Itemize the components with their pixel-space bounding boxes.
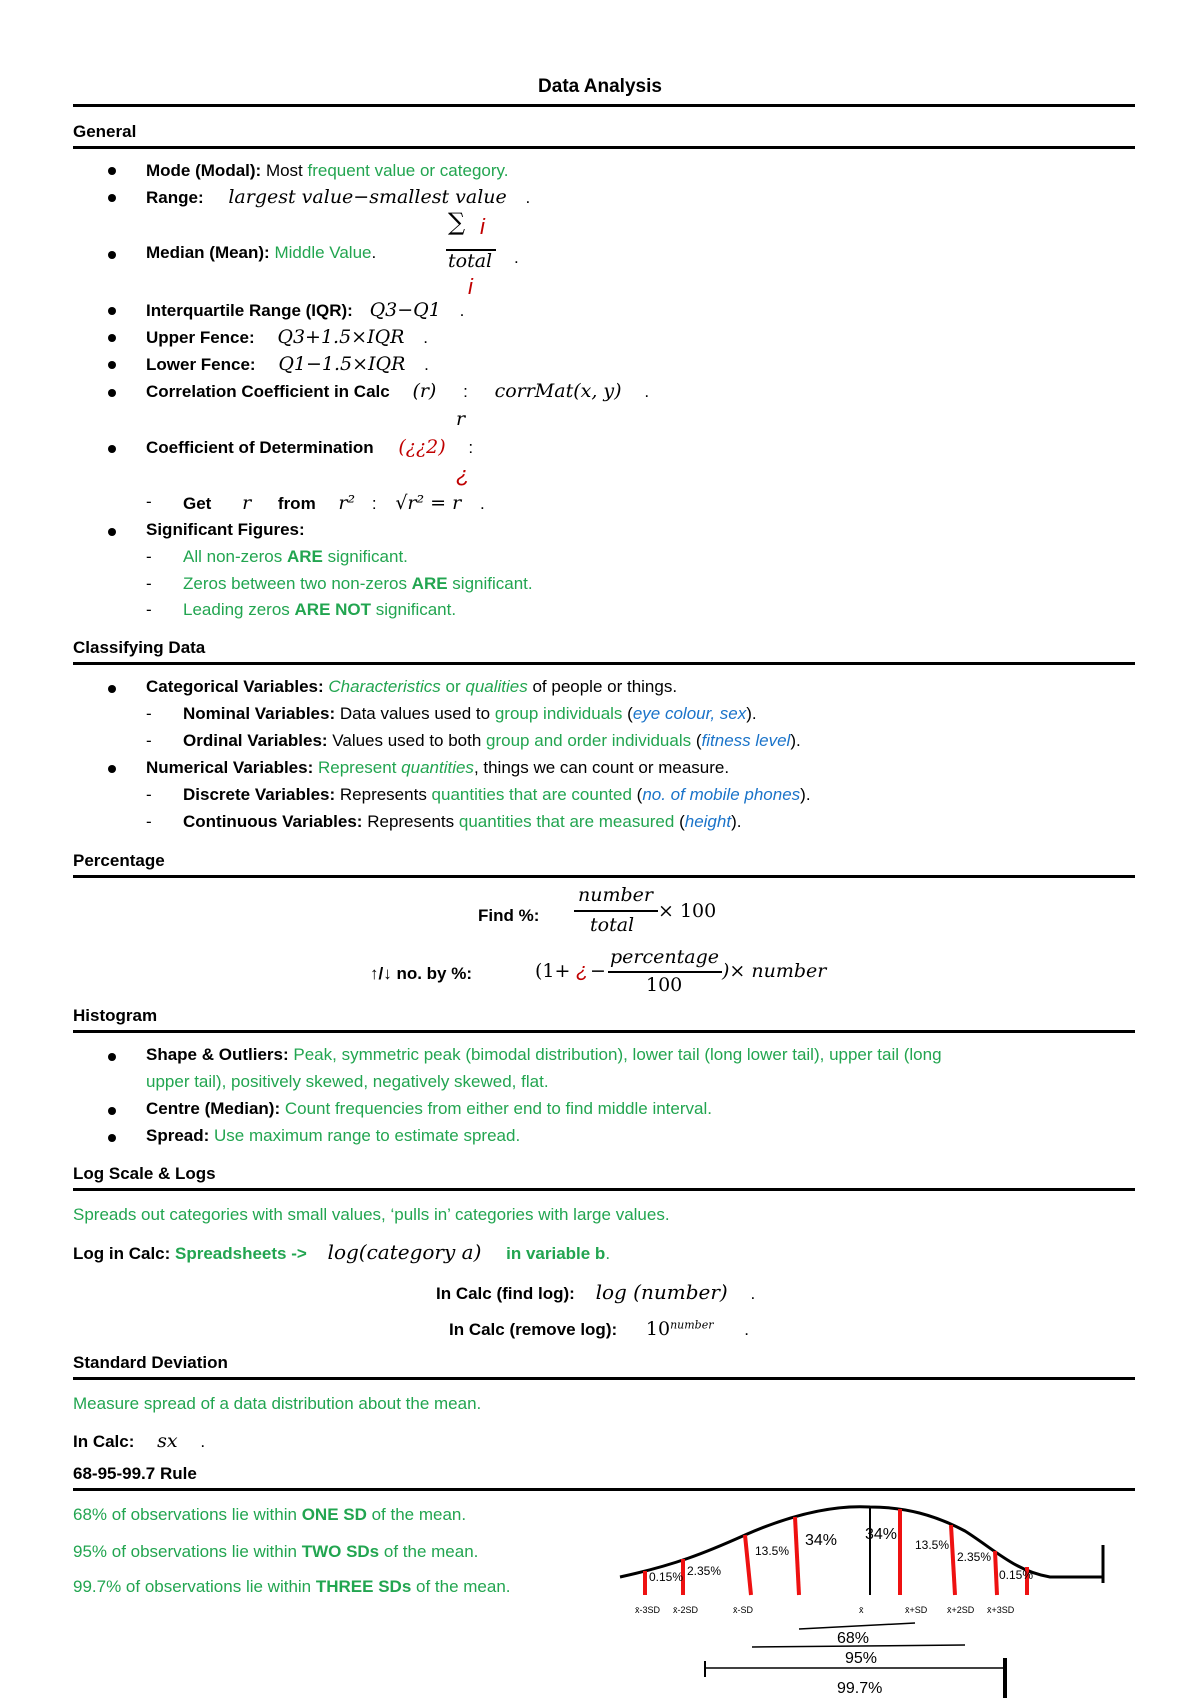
bullet	[108, 445, 116, 453]
get-r-line: Get r from r² : √r² = r .	[183, 492, 485, 514]
change-formula-close: )× number	[722, 960, 827, 982]
sketch-label-68: 68%	[837, 1630, 870, 1647]
sig-figs-label: Significant Figures:	[146, 520, 305, 539]
sketch-tick-5: x̄+SD	[905, 1605, 928, 1615]
determination-formula: (¿¿2)	[398, 436, 446, 458]
find-percent-multiplier: × 100	[658, 900, 717, 922]
median-fraction-bar	[446, 249, 496, 251]
determination-label: Coefficient of Determination	[146, 438, 374, 457]
numerical-line: Numerical Variables: Represent quantities, things we can count or measure.	[146, 758, 730, 777]
lower-fence-line: Lower Fence: Q1−1.5×IQR .	[146, 353, 429, 375]
title-rule	[73, 104, 1135, 107]
median-line: Median (Mean): Middle Value.	[146, 243, 377, 262]
sig-figs-rule-1: All non-zeros ARE significant.	[183, 547, 408, 566]
section-rule	[73, 1377, 1135, 1380]
correlation-formula: corrMat(x, y)	[494, 380, 622, 402]
change-formula-denominator: 100	[646, 974, 683, 996]
section-rule	[73, 875, 1135, 878]
upper-fence-label: Upper Fence:	[146, 328, 255, 347]
correlation-symbol: (r)	[412, 380, 437, 402]
sketch-tick-4: x̄	[859, 1605, 864, 1615]
sig-figs-rule-3: Leading zeros ARE NOT significant.	[183, 600, 457, 619]
normal-curve-sketch	[615, 1495, 1115, 1698]
section-heading-logs: Log Scale & Logs	[73, 1164, 216, 1183]
bullet	[108, 307, 116, 315]
sketch-tick-1: x̄-3SD	[635, 1605, 661, 1615]
median-sum-symbol: ∑	[448, 208, 466, 236]
bullet	[108, 361, 116, 369]
section-heading-percentage: Percentage	[73, 851, 165, 870]
section-rule	[73, 1488, 1135, 1491]
section-heading-classifying: Classifying Data	[73, 638, 206, 657]
median-label: Median (Mean):	[146, 243, 270, 262]
shape-line: Shape & Outliers: Peak, symmetric peak (bimodal distribution), lower tail (long lower tail), upper tail (long	[146, 1045, 942, 1064]
sketch-pct-5: 34%	[865, 1526, 898, 1543]
rule-line-1: 68% of observations lie within ONE SD of the mean.	[73, 1505, 467, 1524]
bullet	[108, 251, 116, 259]
nominal-line: Nominal Variables: Data values used to group individuals (eye colour, sex).	[183, 704, 757, 723]
mode-line: Mode (Modal): Most frequent value or category.	[146, 161, 509, 180]
find-log-line: In Calc (find log): log (number) .	[436, 1280, 756, 1304]
sd-intro: Measure spread of a data distribution about the mean.	[73, 1394, 482, 1413]
sketch-tick-3: x̄-SD	[733, 1605, 753, 1615]
bullet	[108, 685, 116, 693]
sketch-tick-labels	[635, 1605, 1015, 1615]
get-from: from	[277, 494, 316, 513]
bullet	[108, 1134, 116, 1142]
change-formula-open: (1+	[535, 960, 571, 982]
iqr-line: Interquartile Range (IQR): Q3−Q1 .	[146, 299, 465, 321]
median-text: Middle Value	[274, 243, 372, 262]
determination-i: ¿	[456, 462, 470, 487]
page-title: Data Analysis	[538, 76, 662, 97]
sketch-pct-4: 34%	[805, 1532, 838, 1549]
sd-calc-line: In Calc: sx .	[73, 1430, 206, 1452]
mode-text: Most	[265, 161, 308, 180]
range-line: Range: largest value−smallest value .	[146, 186, 531, 208]
bullet	[108, 389, 116, 397]
sketch-tick-7: x̄+3SD	[987, 1605, 1015, 1615]
bullet	[108, 528, 116, 536]
sketch-pct-1: 0.15%	[649, 1570, 684, 1584]
correlation-line: Correlation Coefficient in Calc (r) : corrMat(x, y) .	[146, 380, 650, 402]
centre-line: Centre (Median): Count frequencies from either end to find middle interval.	[146, 1099, 712, 1118]
lower-fence-formula: Q1−1.5×IQR	[278, 353, 406, 375]
correlation-label: Correlation Coefficient in Calc	[146, 382, 390, 401]
section-heading-histogram: Histogram	[73, 1006, 158, 1025]
remove-log-line: In Calc (remove log): $10^{number}$ .	[449, 1318, 749, 1340]
arrow-68	[799, 1623, 915, 1629]
bullet	[108, 334, 116, 342]
discrete-line: Discrete Variables: Represents quantities that are counted (no. of mobile phones).	[183, 785, 811, 804]
upper-fence-formula: Q3+1.5×IQR	[277, 326, 405, 348]
range-label: Range:	[146, 188, 204, 207]
sig-figs-rule-2: Zeros between two non-zeros ARE significant.	[183, 574, 533, 593]
categorical-line: Categorical Variables: Characteristics or qualities of people or things.	[146, 677, 678, 696]
continuous-line: Continuous Variables: Represents quantities that are measured (height).	[183, 812, 742, 831]
ordinal-line: Ordinal Variables: Values used to both group and order individuals (fitness level).	[183, 731, 801, 750]
bullet	[108, 167, 116, 175]
spread-line: Spread: Use maximum range to estimate spread.	[146, 1126, 521, 1145]
change-formula-minus: −	[590, 960, 606, 982]
sketch-pct-3: 13.5%	[755, 1544, 790, 1558]
sketch-pct-2: 2.35%	[687, 1564, 722, 1578]
section-rule	[73, 1030, 1135, 1033]
median-i: i	[480, 214, 485, 239]
determination-r: r	[456, 408, 466, 430]
section-rule	[73, 662, 1135, 665]
sketch-percent-labels	[649, 1526, 1033, 1584]
change-formula-fraction-bar	[608, 971, 722, 973]
sketch-pct-6: 13.5%	[915, 1538, 950, 1552]
logs-intro: Spreads out categories with small values, ‘pulls in’ categories with large values.	[73, 1205, 670, 1224]
bullet	[108, 765, 116, 773]
find-percent-numerator: number	[578, 884, 653, 906]
bullet	[108, 1107, 116, 1115]
sketch-pct-7: 2.35%	[957, 1550, 992, 1564]
section-heading-general: General	[73, 122, 137, 141]
section-heading-sd: Standard Deviation	[73, 1353, 228, 1372]
section-heading-rule: 68-95-99.7 Rule	[73, 1464, 197, 1483]
change-by-percent-label: ↑/↓ no. by %:	[370, 964, 472, 983]
change-formula-i: ¿	[576, 960, 589, 982]
sketch-pct-8: 0.15%	[999, 1568, 1034, 1582]
iqr-label: Interquartile Range (IQR):	[146, 301, 353, 320]
rule-line-3: 99.7% of observations lie within THREE SDs of the mean.	[73, 1577, 511, 1596]
bullet	[108, 1053, 116, 1061]
document-page: Data Analysis General Mode (Modal): Most frequent value or category. Range: largest value−smallest value . Median (Mean): Middle Value. ∑ i total . i Interquartile Range (IQR): Q3−Q1 . Upper Fence: Q3+1.5×IQR . Lower Fence: Q1−1.5×IQR . Correlation Coefficient in Calc (r) : corrMat(x, y) . r Coefficient of Determination (¿¿2) : ¿ - Get r from r² : √r² = r . Significant Figures: - All non-zeros ARE significant. - Zeros between two non-zeros ARE significant. - Leading zeros ARE NOT significant. Classifying Data Categorical Variables: Characteristics or qualities of people or things. - Nominal Variables: Data values used to group individuals (eye colour, sex). - Ordinal Variables: Values used to both group and order individuals (fitness level). Numerical Variables: Represent quantities, things we can count or measure. - Discrete Variables: Represents quantities that are counted (no. of mobile phones). - Continuous Variables: Represents quantities that are measured (height). Percentage Find %: number total × 100 ↑/↓ no. by %: (1+ ¿ − percentage 100 )× number Histogram Shape & Outliers: Peak, symmetric peak (bimodal distribution), lower tail (long lower tail), upper tail (long upper tail), positively skewed, negatively skewed, flat. Centre (Median): Count frequencies from either end to find middle interval. Spread: Use maximum range to estimate spread. Log Scale & Logs Spreads out categories with small values, ‘pulls in’ categories with large values. Log in Calc: Spreadsheets -> log(category a) in variable b. In Calc (find log): log (number) . In Calc (remove log): $10^{number}$ . Standard Deviation Measure spread of a data distribution about the mean. In Calc: sx . 68-95-99.7 Rule 68% of observations lie within ONE SD of the mean. 95% of observations lie within TWO SDs of the mean. 99.7% of observations lie within THREE SDs of the mean. 0.15% 2.35% 13.5% 34% 34% 13.5% 2.35% 0.15% x̄-3SD x̄-2SD x̄-SD x̄ x̄+SD x̄+2SD x̄+3SD 68% 95% 99.7%	[0, 0, 1200, 1698]
mode-label: Mode (Modal):	[146, 161, 262, 180]
change-formula-numerator: percentage	[610, 946, 719, 968]
section-rule	[73, 146, 1135, 149]
mode-highlight: frequent value or category	[307, 161, 504, 180]
sketch-tick-2: x̄-2SD	[673, 1605, 699, 1615]
bullet	[108, 194, 116, 202]
iqr-formula: Q3−Q1	[369, 299, 441, 321]
sketch-label-95: 95%	[845, 1650, 878, 1667]
get-label: Get	[183, 494, 212, 513]
find-percent-fraction-bar	[574, 910, 658, 912]
median-denominator: total	[448, 250, 493, 272]
rule-line-2: 95% of observations lie within TWO SDs of the mean.	[73, 1542, 479, 1561]
range-formula: largest value−smallest value	[228, 186, 507, 208]
median-i-lower: i	[468, 274, 473, 299]
find-percent-label: Find %:	[478, 906, 540, 925]
sketch-label-997: 99.7%	[837, 1680, 883, 1697]
find-percent-denominator: total	[590, 914, 635, 936]
lower-fence-label: Lower Fence:	[146, 355, 256, 374]
section-rule	[73, 1188, 1135, 1191]
log-in-calc-line: Log in Calc: Spreadsheets -> log(category a) in variable b.	[73, 1240, 611, 1264]
get-formula: √r² = r	[395, 492, 462, 514]
sketch-tick-6: x̄+2SD	[947, 1605, 975, 1615]
upper-fence-line: Upper Fence: Q3+1.5×IQR .	[146, 326, 428, 348]
determination-line: Coefficient of Determination (¿¿2) :	[146, 436, 474, 458]
get-r-squared: r²	[338, 492, 356, 514]
shape-line-cont: upper tail), positively skewed, negatively skewed, flat.	[146, 1072, 549, 1091]
get-r: r	[242, 492, 252, 514]
